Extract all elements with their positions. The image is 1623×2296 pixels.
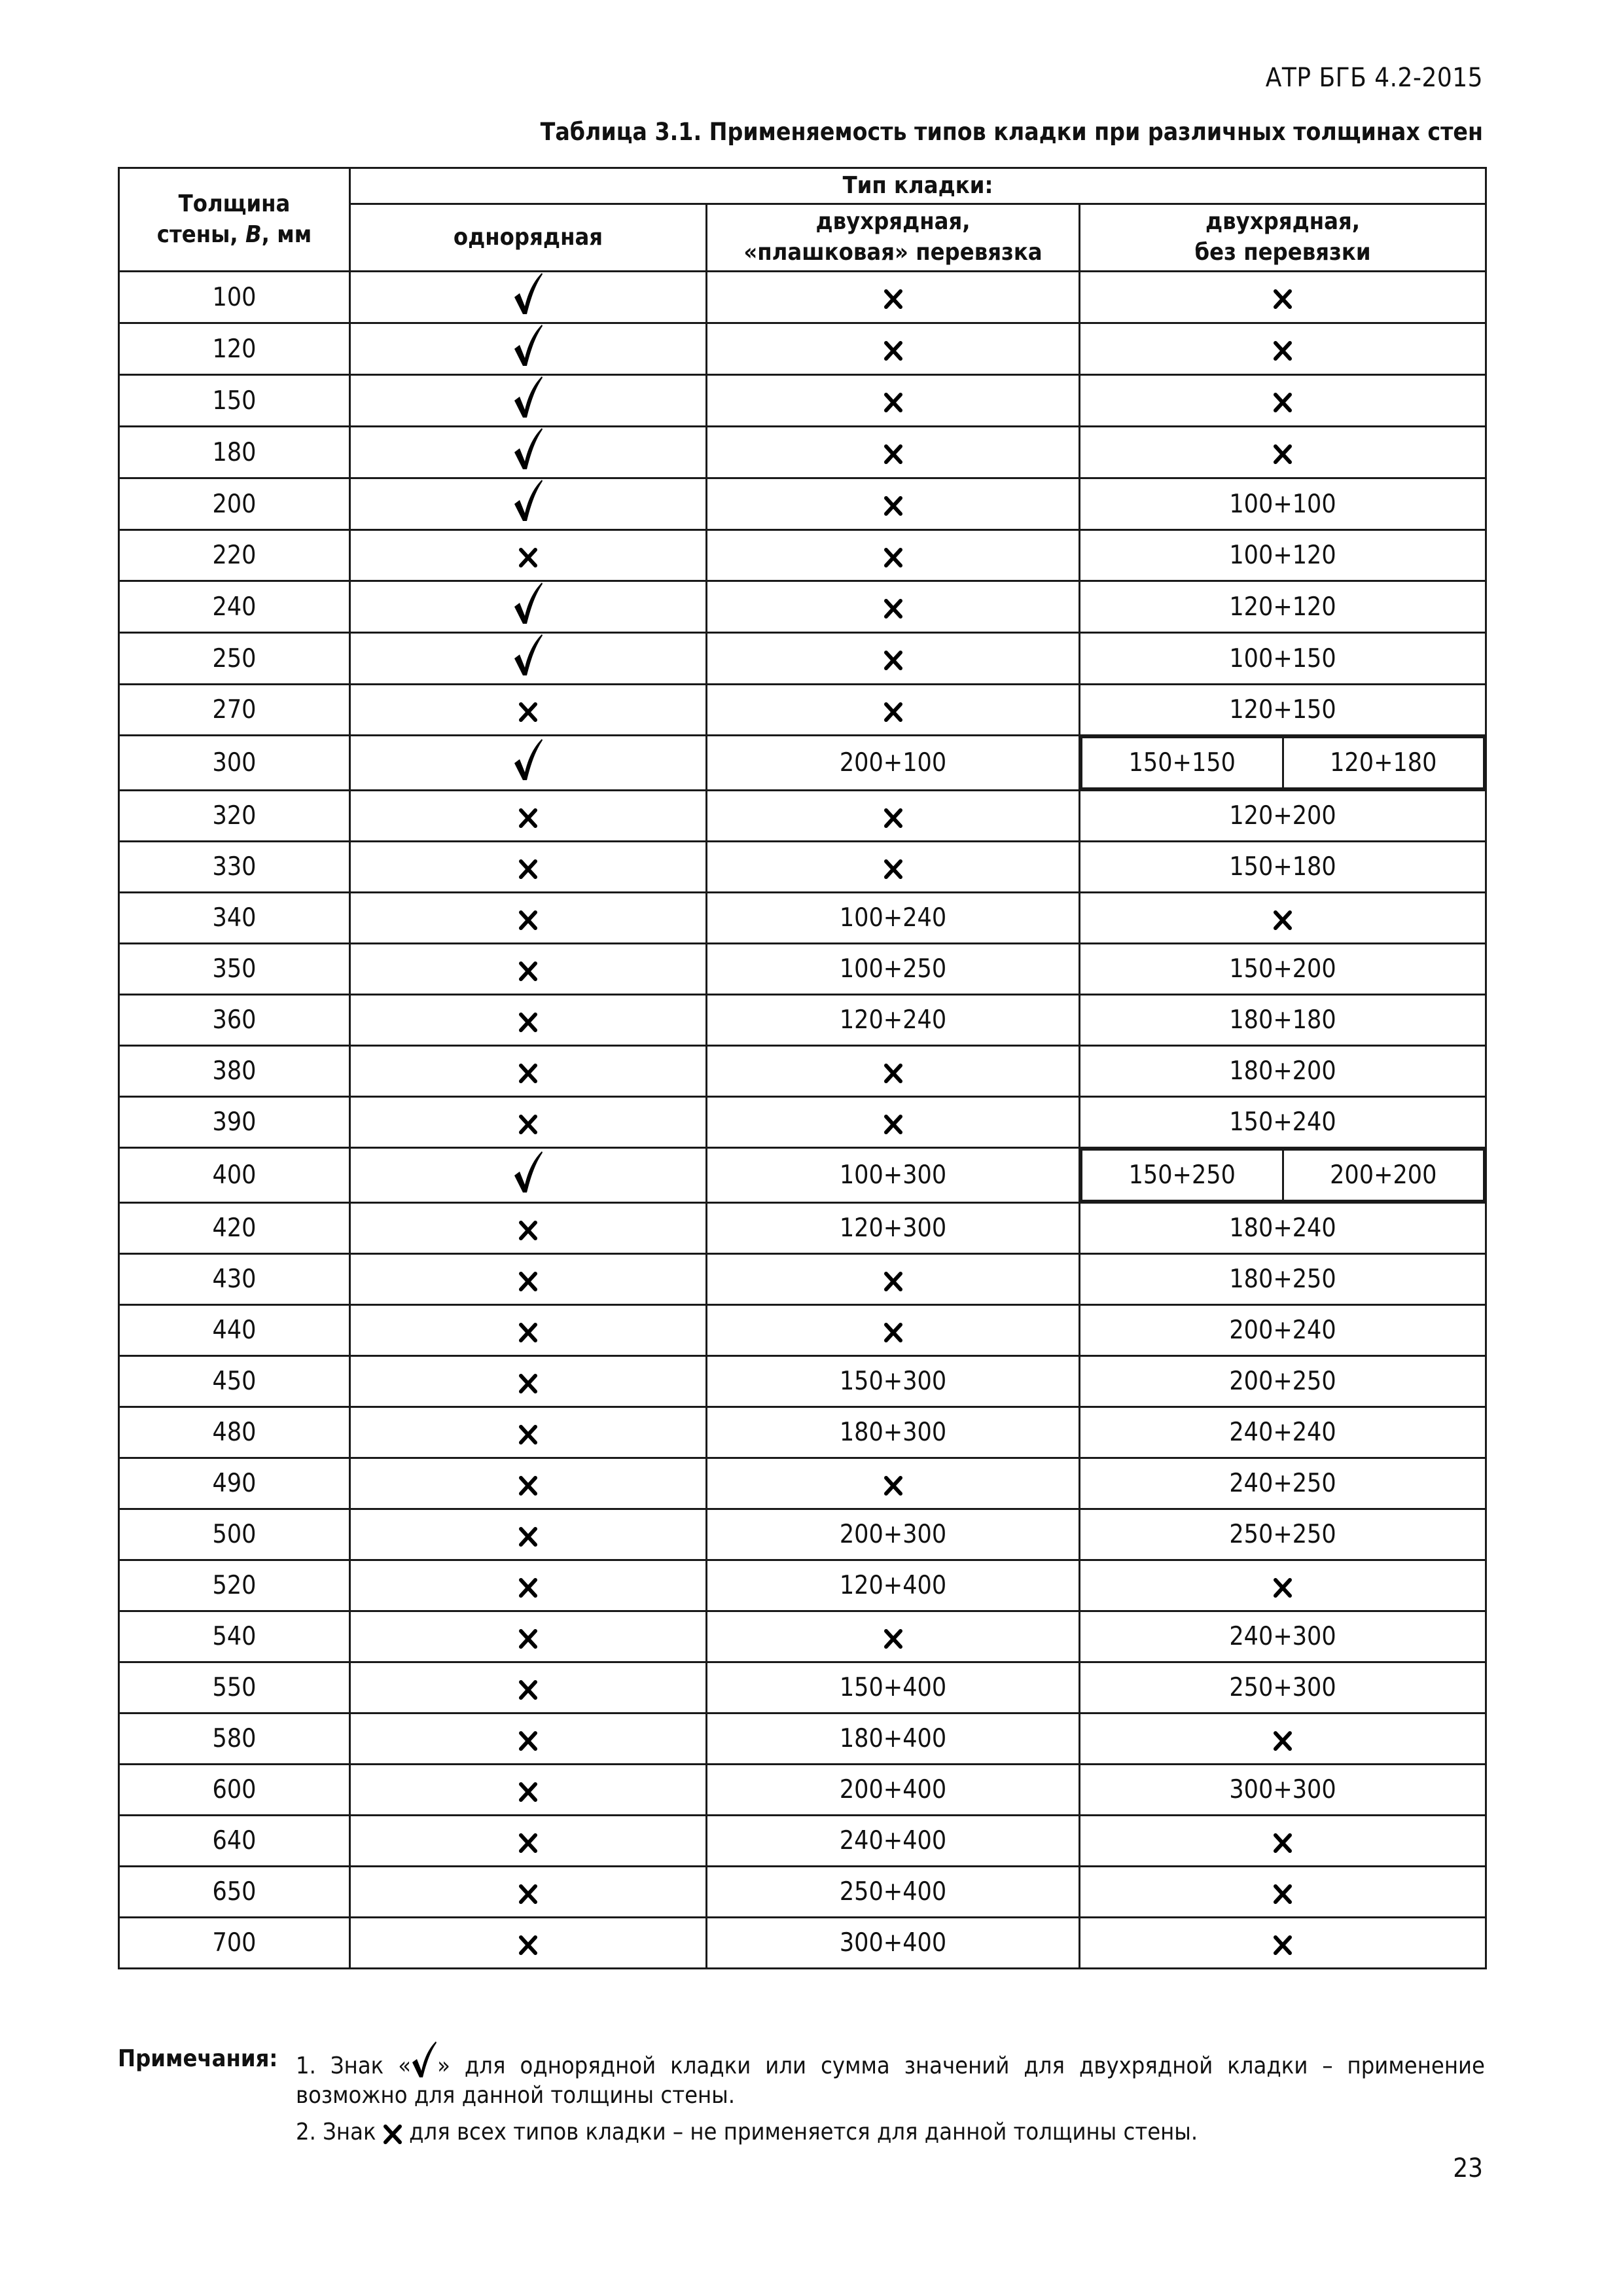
cross-mark-icon — [518, 808, 538, 829]
check-mark-icon — [513, 634, 543, 677]
cross-mark-icon — [518, 1833, 538, 1854]
cell-thickness: 200 — [119, 478, 350, 530]
cell-double-bonded — [707, 685, 1080, 736]
cross-mark-icon — [883, 1475, 903, 1496]
cell-double-unbonded — [1080, 272, 1486, 323]
cross-mark-icon — [883, 859, 903, 880]
table-row — [119, 581, 1486, 633]
table-row — [119, 478, 1486, 530]
table-row — [119, 736, 1486, 791]
cell-double-bonded: 180+300 — [707, 1407, 1080, 1458]
cell-double-bonded: 180+400 — [707, 1713, 1080, 1765]
cell-single-row — [350, 736, 707, 791]
cell-double-unbonded: 100+100 — [1080, 478, 1486, 530]
cell-double-unbonded: 120+150 — [1080, 685, 1486, 736]
cell-double-bonded: 120+400 — [707, 1560, 1080, 1611]
notes-label: Примечания: — [118, 2045, 278, 2072]
cross-mark-icon — [518, 1114, 538, 1135]
cell-double-bonded — [707, 272, 1080, 323]
cross-mark-icon — [518, 547, 538, 568]
cell-single-row — [350, 1918, 707, 1969]
cross-mark-icon — [883, 702, 903, 723]
table-row — [119, 685, 1486, 736]
cross-mark-icon — [1273, 1884, 1293, 1905]
cell-thickness: 340 — [119, 893, 350, 944]
cell-single-row — [350, 1816, 707, 1867]
cell-single-row — [350, 842, 707, 893]
cross-mark-icon — [883, 1322, 903, 1343]
cell-double-bonded — [707, 1097, 1080, 1148]
cross-mark-icon — [1273, 289, 1293, 310]
cross-mark-icon — [518, 961, 538, 982]
table-row — [119, 1560, 1486, 1611]
cell-double-bonded — [707, 478, 1080, 530]
check-mark-icon — [513, 324, 543, 367]
cell-double-unbonded: 200+250 — [1080, 1356, 1486, 1407]
cell-double-unbonded: 150+180 — [1080, 842, 1486, 893]
cross-mark-icon — [518, 1220, 538, 1241]
header-double-unbonded: двухрядная, без перевязки — [1080, 204, 1486, 272]
cell-double-bonded: 200+300 — [707, 1509, 1080, 1560]
cell-single-row — [350, 1560, 707, 1611]
cell-thickness: 330 — [119, 842, 350, 893]
cross-mark-icon — [883, 289, 903, 310]
cross-mark-icon — [518, 1322, 538, 1343]
cell-double-unbonded: 250+250 — [1080, 1509, 1486, 1560]
cross-mark-icon — [518, 1424, 538, 1445]
cell-double-bonded — [707, 427, 1080, 478]
table-row — [119, 893, 1486, 944]
header-double-bonded: двухрядная, «плашковая» перевязка — [707, 204, 1080, 272]
cell-double-bonded — [707, 1305, 1080, 1356]
check-mark-icon — [513, 738, 543, 781]
cell-double-bonded — [707, 1458, 1080, 1509]
table-row — [119, 427, 1486, 478]
cell-double-bonded: 200+400 — [707, 1765, 1080, 1816]
cell-double-unbonded: 300+300 — [1080, 1765, 1486, 1816]
header-thickness-line2: стены, B, мм — [156, 221, 312, 248]
cell-double-unbonded: 240+240 — [1080, 1407, 1486, 1458]
cross-mark-icon — [518, 1012, 538, 1033]
cell-single-row — [350, 1611, 707, 1662]
cell-double-unbonded — [1080, 427, 1486, 478]
check-mark-icon — [513, 272, 543, 315]
table-row — [119, 944, 1486, 995]
cell-thickness: 540 — [119, 1611, 350, 1662]
cell-thickness: 480 — [119, 1407, 350, 1458]
cell-single-row — [350, 1046, 707, 1097]
table-row — [119, 1097, 1486, 1148]
table-row — [119, 1918, 1486, 1969]
cell-thickness: 430 — [119, 1254, 350, 1305]
cell-double-unbonded — [1080, 323, 1486, 375]
cell-double-unbonded: 180+240 — [1080, 1203, 1486, 1254]
cell-thickness: 520 — [119, 1560, 350, 1611]
cell-thickness: 240 — [119, 581, 350, 633]
table-row — [119, 1611, 1486, 1662]
cell-single-row — [350, 323, 707, 375]
table-row — [119, 1407, 1486, 1458]
cell-double-bonded: 240+400 — [707, 1816, 1080, 1867]
cell-single-row — [350, 427, 707, 478]
cell-double-unbonded: 100+150 — [1080, 633, 1486, 685]
cell-thickness: 120 — [119, 323, 350, 375]
cell-single-row — [350, 944, 707, 995]
table-row — [119, 1203, 1486, 1254]
table-row — [119, 1305, 1486, 1356]
cross-mark-icon — [883, 495, 903, 516]
cell-thickness: 580 — [119, 1713, 350, 1765]
masonry-applicability-table — [118, 167, 1487, 1969]
split-values — [1080, 1149, 1485, 1202]
cell-double-unbonded: 180+250 — [1080, 1254, 1486, 1305]
cell-single-row — [350, 1765, 707, 1816]
cross-mark-icon — [883, 1628, 903, 1649]
cell-thickness: 420 — [119, 1203, 350, 1254]
cell-double-unbonded — [1080, 1148, 1486, 1203]
cross-mark-icon — [518, 1063, 538, 1084]
cell-thickness: 180 — [119, 427, 350, 478]
cell-thickness: 220 — [119, 530, 350, 581]
cell-thickness: 350 — [119, 944, 350, 995]
table-row — [119, 791, 1486, 842]
cell-double-unbonded: 250+300 — [1080, 1662, 1486, 1713]
table-row — [119, 1765, 1486, 1816]
cell-double-bonded — [707, 1046, 1080, 1097]
cross-mark-icon — [1273, 1935, 1293, 1956]
cell-single-row — [350, 375, 707, 427]
cell-thickness: 250 — [119, 633, 350, 685]
cell-single-row — [350, 633, 707, 685]
check-mark-icon — [513, 376, 543, 419]
header-thickness-line1: Толщина — [178, 190, 291, 217]
cell-single-row — [350, 1305, 707, 1356]
table-row — [119, 323, 1486, 375]
note-2: 2. Знак для всех типов кладки – не применяется для данной толщины стены. — [296, 2114, 1485, 2155]
cross-mark-icon — [518, 702, 538, 723]
check-mark-icon — [513, 1151, 543, 1194]
cell-double-bonded — [707, 1611, 1080, 1662]
cell-thickness: 650 — [119, 1867, 350, 1918]
cell-single-row — [350, 893, 707, 944]
table-row — [119, 633, 1486, 685]
cell-single-row — [350, 1203, 707, 1254]
table-row — [119, 1662, 1486, 1713]
table-row — [119, 1509, 1486, 1560]
cell-double-bonded: 100+300 — [707, 1148, 1080, 1203]
cell-single-row — [350, 1867, 707, 1918]
cell-double-unbonded — [1080, 1867, 1486, 1918]
table-body — [119, 272, 1486, 1969]
cell-single-row — [350, 1662, 707, 1713]
cell-double-bonded: 150+400 — [707, 1662, 1080, 1713]
cell-double-unbonded — [1080, 1560, 1486, 1611]
check-mark-icon — [513, 427, 543, 471]
cell-thickness: 300 — [119, 736, 350, 791]
cross-mark-icon — [883, 1271, 903, 1292]
cell-thickness: 360 — [119, 995, 350, 1046]
cross-mark-icon — [383, 2119, 402, 2155]
cell-thickness: 270 — [119, 685, 350, 736]
cell-double-unbonded — [1080, 1713, 1486, 1765]
cell-single-row — [350, 581, 707, 633]
cross-mark-icon — [883, 598, 903, 619]
cell-thickness: 600 — [119, 1765, 350, 1816]
cell-thickness: 440 — [119, 1305, 350, 1356]
cell-double-bonded: 200+100 — [707, 736, 1080, 791]
cell-single-row — [350, 272, 707, 323]
cell-thickness: 150 — [119, 375, 350, 427]
cross-mark-icon — [518, 1475, 538, 1496]
cell-single-row — [350, 478, 707, 530]
cell-double-unbonded — [1080, 736, 1486, 791]
cell-thickness: 100 — [119, 272, 350, 323]
cross-mark-icon — [518, 859, 538, 880]
cell-double-unbonded: 150+200 — [1080, 944, 1486, 995]
cross-mark-icon — [883, 444, 903, 465]
cell-double-unbonded: 240+300 — [1080, 1611, 1486, 1662]
cell-thickness: 490 — [119, 1458, 350, 1509]
table-caption: Таблица 3.1. Применяемость типов кладки при различных толщинах стен — [540, 118, 1483, 146]
table-row — [119, 1254, 1486, 1305]
cross-mark-icon — [518, 1526, 538, 1547]
header-masonry-type: Тип кладки: — [350, 168, 1486, 204]
cross-mark-icon — [1273, 1833, 1293, 1854]
cell-double-bonded: 100+240 — [707, 893, 1080, 944]
table-row — [119, 1148, 1486, 1203]
cell-thickness: 400 — [119, 1148, 350, 1203]
split-value: 150+250 — [1082, 1150, 1283, 1201]
split-values — [1080, 736, 1485, 789]
cross-mark-icon — [1273, 444, 1293, 465]
cell-double-unbonded — [1080, 893, 1486, 944]
cell-thickness: 390 — [119, 1097, 350, 1148]
table-row — [119, 1458, 1486, 1509]
cell-single-row — [350, 1148, 707, 1203]
table-row — [119, 530, 1486, 581]
table-row — [119, 272, 1486, 323]
table-row — [119, 1046, 1486, 1097]
cell-double-bonded — [707, 791, 1080, 842]
cell-double-unbonded: 180+180 — [1080, 995, 1486, 1046]
cell-double-unbonded: 150+240 — [1080, 1097, 1486, 1148]
cell-double-unbonded: 200+240 — [1080, 1305, 1486, 1356]
split-value: 150+150 — [1082, 738, 1283, 789]
cross-mark-icon — [883, 650, 903, 671]
cell-double-unbonded — [1080, 1816, 1486, 1867]
cell-double-bonded: 300+400 — [707, 1918, 1080, 1969]
cell-double-unbonded: 240+250 — [1080, 1458, 1486, 1509]
cell-double-unbonded: 120+120 — [1080, 581, 1486, 633]
cross-mark-icon — [1273, 910, 1293, 931]
cell-thickness: 700 — [119, 1918, 350, 1969]
cross-mark-icon — [883, 340, 903, 361]
cell-double-bonded: 150+300 — [707, 1356, 1080, 1407]
cell-single-row — [350, 1356, 707, 1407]
cell-single-row — [350, 1509, 707, 1560]
note-1-continued: возможно для данной толщины стены. — [296, 2082, 736, 2109]
cell-double-bonded: 250+400 — [707, 1867, 1080, 1918]
cell-thickness: 640 — [119, 1816, 350, 1867]
cross-mark-icon — [518, 1731, 538, 1751]
cell-double-bonded — [707, 1254, 1080, 1305]
table-row — [119, 1713, 1486, 1765]
split-value: 200+200 — [1283, 1150, 1484, 1201]
split-value: 120+180 — [1283, 738, 1484, 789]
cell-single-row — [350, 1097, 707, 1148]
cell-single-row — [350, 530, 707, 581]
note-1: 1. Знак « » для однорядной кладки или сумма значений для двухрядной кладки – применение — [296, 2041, 1485, 2089]
cell-double-bonded: 120+240 — [707, 995, 1080, 1046]
cross-mark-icon — [883, 1063, 903, 1084]
cell-double-bonded — [707, 581, 1080, 633]
header-single-row: однорядная — [350, 204, 707, 272]
cell-thickness: 550 — [119, 1662, 350, 1713]
cross-mark-icon — [1273, 1731, 1293, 1751]
header-wall-thickness — [119, 168, 350, 272]
cell-double-unbonded: 100+120 — [1080, 530, 1486, 581]
cross-mark-icon — [518, 910, 538, 931]
cross-mark-icon — [518, 1271, 538, 1292]
table-row — [119, 1816, 1486, 1867]
cross-mark-icon — [518, 1884, 538, 1905]
table-row — [119, 1356, 1486, 1407]
cross-mark-icon — [518, 1782, 538, 1803]
cell-single-row — [350, 995, 707, 1046]
table-row — [119, 842, 1486, 893]
cell-double-unbonded — [1080, 1918, 1486, 1969]
cell-double-bonded: 100+250 — [707, 944, 1080, 995]
cell-double-bonded — [707, 375, 1080, 427]
cross-mark-icon — [518, 1628, 538, 1649]
cell-single-row — [350, 1713, 707, 1765]
cell-single-row — [350, 1407, 707, 1458]
cross-mark-icon — [883, 808, 903, 829]
cell-single-row — [350, 685, 707, 736]
cell-thickness: 450 — [119, 1356, 350, 1407]
cell-single-row — [350, 1254, 707, 1305]
cell-double-bonded — [707, 633, 1080, 685]
cross-mark-icon — [883, 392, 903, 413]
cell-double-unbonded — [1080, 375, 1486, 427]
cell-double-bonded — [707, 530, 1080, 581]
document-code: АТР БГБ 4.2-2015 — [1265, 63, 1483, 93]
page-number: 23 — [1453, 2153, 1483, 2183]
cross-mark-icon — [1273, 392, 1293, 413]
cross-mark-icon — [518, 1373, 538, 1394]
check-mark-icon — [513, 479, 543, 522]
table-row — [119, 375, 1486, 427]
cell-thickness: 380 — [119, 1046, 350, 1097]
table-row — [119, 995, 1486, 1046]
cell-double-unbonded: 180+200 — [1080, 1046, 1486, 1097]
cell-double-unbonded: 120+200 — [1080, 791, 1486, 842]
check-mark-icon — [513, 582, 543, 625]
cell-double-bonded — [707, 842, 1080, 893]
cross-mark-icon — [883, 547, 903, 568]
cross-mark-icon — [518, 1679, 538, 1700]
cross-mark-icon — [883, 1114, 903, 1135]
cross-mark-icon — [518, 1577, 538, 1598]
cell-single-row — [350, 791, 707, 842]
cell-double-bonded — [707, 323, 1080, 375]
table-row — [119, 1867, 1486, 1918]
cross-mark-icon — [1273, 1577, 1293, 1598]
cell-thickness: 500 — [119, 1509, 350, 1560]
cross-mark-icon — [518, 1935, 538, 1956]
cell-thickness: 320 — [119, 791, 350, 842]
cross-mark-icon — [1273, 340, 1293, 361]
cell-single-row — [350, 1458, 707, 1509]
cell-double-bonded: 120+300 — [707, 1203, 1080, 1254]
